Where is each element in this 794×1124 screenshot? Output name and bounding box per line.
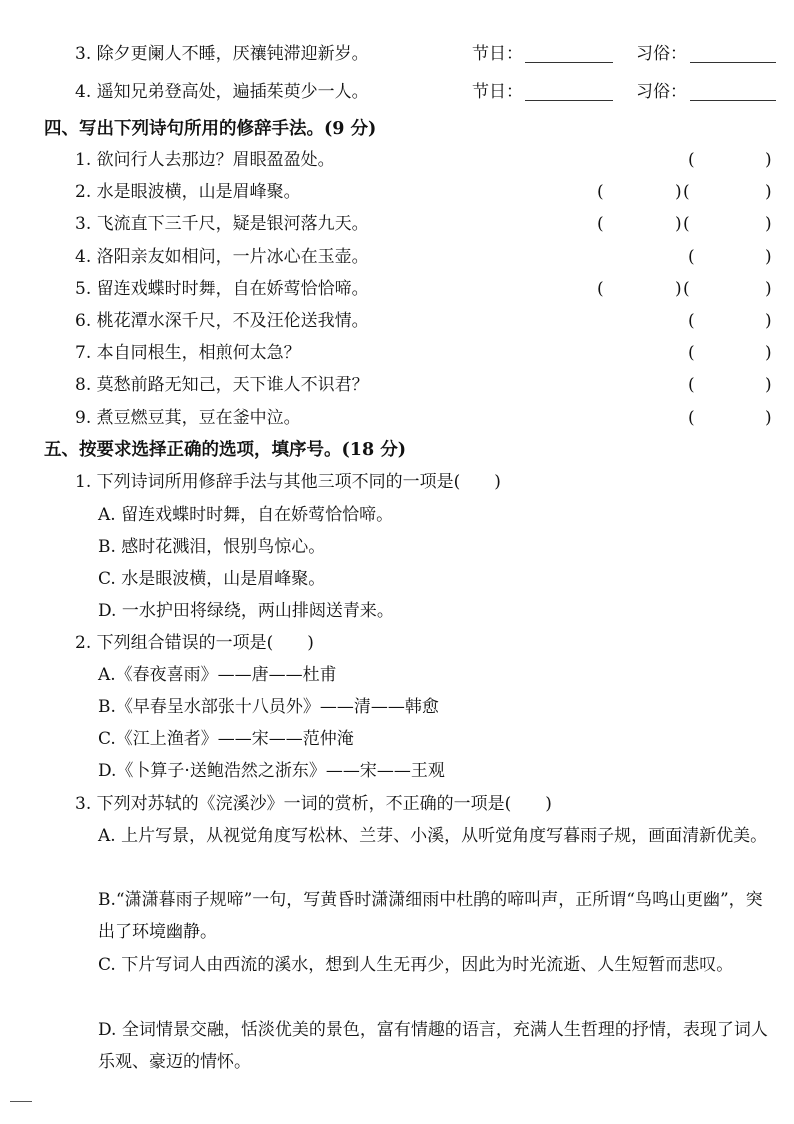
page-corner-mark [10, 1101, 32, 1102]
custom-label: 习俗： [636, 44, 687, 64]
paren-close: ) [765, 408, 772, 428]
paren-close: ) [675, 182, 682, 202]
option-text: B. 感时花溅泪，恨别鸟惊心。 [98, 537, 326, 557]
rhetoric-item [0, 402, 794, 434]
rhetoric-item [0, 369, 794, 401]
q2-option-c [0, 723, 794, 755]
q1-option-a [0, 499, 794, 531]
question-stem: 2. 下列组合错误的一项是( ) [75, 633, 314, 653]
item-text: 6. 桃花潭水深千尺，不及汪伦送我情。 [75, 311, 369, 331]
paren-open: ( [597, 182, 604, 202]
paren-open: ( [688, 150, 695, 170]
paren-open: ( [688, 408, 695, 428]
section-title: 五、按要求选择正确的选项，填序号。(18 分) [44, 440, 407, 460]
paren-open: ( [597, 214, 604, 234]
item-text: 1. 欲问行人去那边？眉眼盈盈处。 [75, 150, 335, 170]
paren-open: ( [683, 279, 690, 299]
paren-close: ) [765, 279, 772, 299]
q1-option-c [0, 563, 794, 595]
item-text: 8. 莫愁前路无知己，天下谁人不识君？ [75, 375, 369, 395]
rhetoric-item [0, 208, 794, 240]
poem-line: 4. 遥知兄弟登高处，遍插茱萸少一人。 [75, 82, 369, 102]
option-text: B.《早春呈水部张十八员外》——清——韩愈 [98, 697, 439, 717]
item-text: 7. 本自同根生，相煎何太急？ [75, 343, 301, 363]
q2-option-d [0, 755, 794, 787]
paren-close: ) [675, 279, 682, 299]
question-stem: 1. 下列诗词所用修辞手法与其他三项不同的一项是( ) [75, 472, 501, 492]
rhetoric-item [0, 305, 794, 337]
paren-open: ( [688, 375, 695, 395]
rhetoric-item [0, 337, 794, 369]
rhetoric-item [0, 241, 794, 273]
option-text: C. 水是眼波横，山是眉峰聚。 [98, 569, 326, 589]
festival-blank[interactable] [525, 62, 613, 63]
paren-close: ) [765, 375, 772, 395]
festival-label: 节日： [472, 44, 523, 64]
q3-option-a: A. 上片写景，从视觉角度写松林、兰芽、小溪，从听觉角度写暮雨子规，画面清新优美。 [98, 826, 768, 846]
festival-item-3 [0, 38, 794, 70]
festival-label: 节日： [472, 82, 523, 102]
question-stem: 3. 下列对苏轼的《浣溪沙》一词的赏析，不正确的一项是( ) [75, 794, 552, 814]
q3-option-d: D. 全词情景交融，恬淡优美的景色，富有情趣的语言，充满人生哲理的抒情，表现了词人乐观、豪迈的情怀。 [98, 1020, 768, 1072]
paren-close: ) [765, 214, 772, 234]
section4-heading [0, 113, 794, 145]
custom-label: 习俗： [636, 82, 687, 102]
paren-open: ( [597, 279, 604, 299]
custom-blank[interactable] [690, 62, 776, 63]
q2-option-b [0, 691, 794, 723]
paren-open: ( [688, 311, 695, 331]
item-text: 4. 洛阳亲友如相问，一片冰心在玉壶。 [75, 247, 369, 267]
rhetoric-item [0, 176, 794, 208]
paren-close: ) [765, 311, 772, 331]
item-text: 5. 留连戏蝶时时舞，自在娇莺恰恰啼。 [75, 279, 369, 299]
option-text: A.《春夜喜雨》——唐——杜甫 [98, 665, 337, 685]
rhetoric-item [0, 273, 794, 305]
paren-close: ) [765, 343, 772, 363]
section-title: 四、写出下列诗句所用的修辞手法。(9 分) [44, 119, 377, 139]
item-text: 2. 水是眼波横，山是眉峰聚。 [75, 182, 301, 202]
option-text: C.《江上渔者》——宋——范仲淹 [98, 729, 354, 749]
section5-heading [0, 434, 794, 466]
q2-option-a [0, 659, 794, 691]
paren-open: ( [688, 343, 695, 363]
option-text: D.《卜算子·送鲍浩然之浙东》——宋——王观 [98, 761, 445, 781]
paren-open: ( [683, 214, 690, 234]
custom-blank[interactable] [690, 100, 776, 101]
question-3-stem [0, 788, 794, 820]
question-1-stem [0, 466, 794, 498]
option-text: A. 留连戏蝶时时舞，自在娇莺恰恰啼。 [98, 505, 394, 525]
q1-option-b [0, 531, 794, 563]
paren-close: ) [765, 182, 772, 202]
paren-close: ) [675, 214, 682, 234]
festival-item-4 [0, 76, 794, 108]
paren-close: ) [765, 150, 772, 170]
option-text: D. 一水护田将绿绕，两山排闼送青来。 [98, 601, 394, 621]
paren-open: ( [683, 182, 690, 202]
rhetoric-item [0, 144, 794, 176]
paren-open: ( [688, 247, 695, 267]
item-text: 3. 飞流直下三千尺，疑是银河落九天。 [75, 214, 369, 234]
question-2-stem [0, 627, 794, 659]
q3-option-b: B.“潇潇暮雨子规啼”一句，写黄昏时潇潇细雨中杜鹃的啼叫声，正所谓“鸟鸣山更幽”，突出了环境幽静。 [98, 890, 763, 942]
paren-close: ) [765, 247, 772, 267]
item-text: 9. 煮豆燃豆萁，豆在釜中泣。 [75, 408, 301, 428]
q1-option-d [0, 595, 794, 627]
poem-line: 3. 除夕更阑人不睡，厌禳钝滞迎新岁。 [75, 44, 369, 64]
festival-blank[interactable] [525, 100, 613, 101]
q3-option-c: C. 下片写词人由西流的溪水，想到人生无再少，因此为时光流逝、人生短暂而悲叹。 [98, 955, 734, 975]
